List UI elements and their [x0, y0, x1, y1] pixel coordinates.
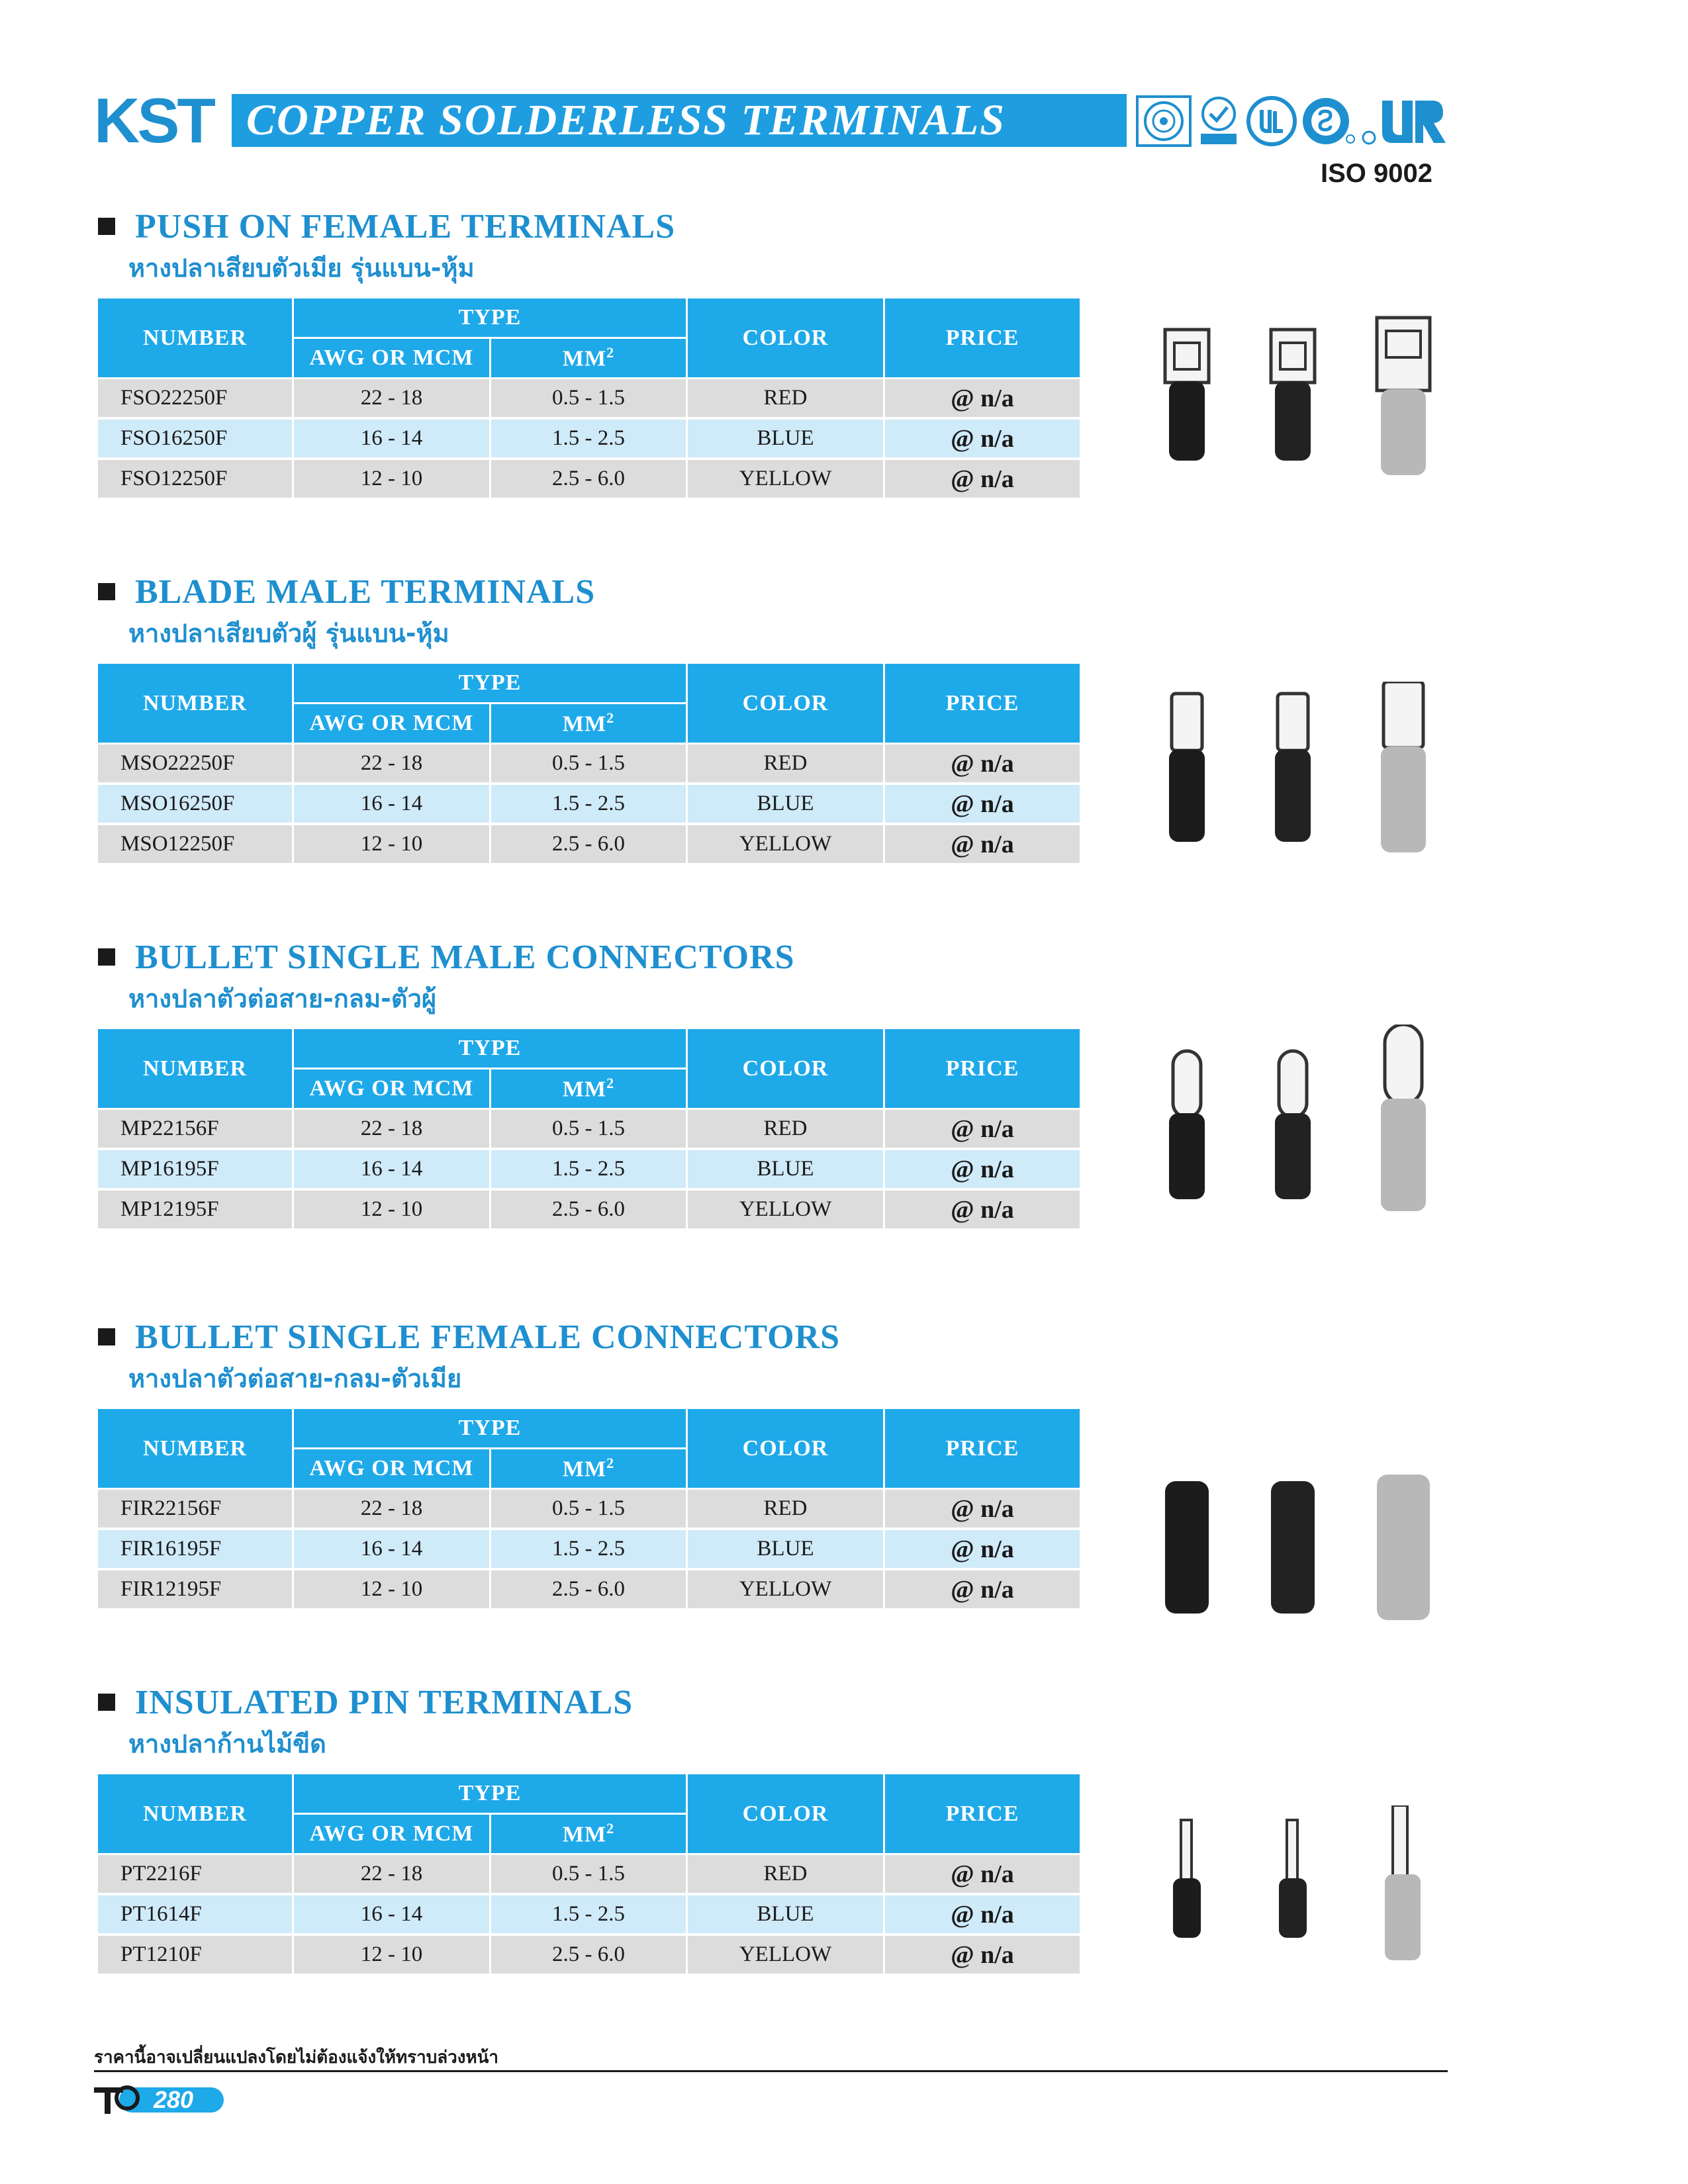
- header-color: COLOR: [687, 1774, 884, 1854]
- cell-color: RED: [687, 1854, 884, 1895]
- blade-terminal-icon: [1275, 694, 1311, 842]
- cell-price: @ n/a: [884, 418, 1081, 459]
- bullet-square-icon: [98, 948, 115, 966]
- bullet-square-icon: [98, 1328, 115, 1345]
- header-type: TYPE: [293, 663, 687, 704]
- header-color: COLOR: [687, 663, 884, 744]
- table-row: [97, 1109, 1081, 1150]
- cell-number: MP22156F: [97, 1109, 293, 1150]
- table-row: [97, 1189, 1081, 1230]
- cell-number: PT1210F: [97, 1934, 293, 1975]
- section-title: BLADE MALE TERMINALS: [135, 572, 596, 611]
- cell-mm2: 1.5 - 2.5: [491, 1894, 687, 1934]
- bullet-square-icon: [98, 583, 115, 600]
- cell-mm2: 0.5 - 1.5: [491, 379, 687, 419]
- section-title: INSULATED PIN TERMINALS: [135, 1683, 633, 1721]
- cell-number: MSO16250F: [97, 784, 293, 824]
- header-number: NUMBER: [97, 1408, 293, 1489]
- tp-logo-icon: [94, 2085, 140, 2120]
- cell-awg: 22 - 18: [293, 744, 491, 784]
- header-price: PRICE: [884, 663, 1081, 744]
- cell-number: MSO22250F: [97, 744, 293, 784]
- bullet-square-icon: [98, 218, 115, 235]
- cell-price: @ n/a: [884, 459, 1081, 499]
- bullet-female-icon: [1377, 1475, 1430, 1620]
- section-subtitle-thai: หางปลาก้านไม้ขีด: [128, 1729, 326, 1758]
- cell-awg: 16 - 14: [293, 1529, 491, 1569]
- cell-color: YELLOW: [687, 1569, 884, 1610]
- header-number: NUMBER: [97, 1774, 293, 1854]
- header-mm2: $MM^2$: [491, 1449, 687, 1489]
- header-awg: AWG OR MCM: [293, 1814, 491, 1854]
- section-title: BULLET SINGLE MALE CONNECTORS: [135, 938, 795, 976]
- header-type: TYPE: [293, 1028, 687, 1069]
- table-row: [97, 1529, 1081, 1569]
- cell-color: RED: [687, 1489, 884, 1529]
- footer-divider: [94, 2070, 1448, 2072]
- cell-awg: 12 - 10: [293, 1189, 491, 1230]
- cell-number: FIR16195F: [97, 1529, 293, 1569]
- table-row: [97, 824, 1081, 864]
- cell-color: BLUE: [687, 418, 884, 459]
- header-awg: AWG OR MCM: [293, 704, 491, 744]
- cell-color: YELLOW: [687, 1189, 884, 1230]
- header-price: PRICE: [884, 1028, 1081, 1109]
- cell-awg: 22 - 18: [293, 1109, 491, 1150]
- cell-price: @ n/a: [884, 1189, 1081, 1230]
- cell-price: @ n/a: [884, 1569, 1081, 1610]
- female-terminal-icon: [1271, 330, 1315, 461]
- cell-awg: 12 - 10: [293, 459, 491, 499]
- kst-logo: KST: [94, 85, 213, 156]
- section-subtitle-thai: หางปลาเสียบตัวเมีย รุ่นแบน-หุ้ม: [128, 253, 475, 283]
- product-photo: [1139, 1475, 1456, 1670]
- page-title: COPPER SOLDERLESS TERMINALS: [246, 96, 1006, 144]
- bullet-female-icon: [1165, 1481, 1209, 1614]
- pin-terminal-icon: [1385, 1805, 1421, 1960]
- cell-mm2: 0.5 - 1.5: [491, 744, 687, 784]
- pin-terminal-icon: [1279, 1820, 1307, 1938]
- ks-seal-icon: [1136, 95, 1192, 147]
- header-price: PRICE: [884, 298, 1081, 379]
- cell-awg: 16 - 14: [293, 1894, 491, 1934]
- cell-color: YELLOW: [687, 459, 884, 499]
- cell-price: @ n/a: [884, 1854, 1081, 1895]
- cell-awg: 16 - 14: [293, 1149, 491, 1189]
- section-subtitle-thai: หางปลาเสียบตัวผู้ รุ่นแบน-หุ้ม: [128, 619, 449, 648]
- cell-color: BLUE: [687, 1529, 884, 1569]
- cell-awg: 12 - 10: [293, 1934, 491, 1975]
- cell-color: RED: [687, 379, 884, 419]
- cell-color: BLUE: [687, 784, 884, 824]
- header-awg: AWG OR MCM: [293, 1449, 491, 1489]
- table-row: [97, 459, 1081, 499]
- cell-number: PT2216F: [97, 1854, 293, 1895]
- cell-number: MP16195F: [97, 1149, 293, 1189]
- cell-price: @ n/a: [884, 744, 1081, 784]
- bullet-female-icon: [1271, 1481, 1315, 1614]
- cell-price: @ n/a: [884, 1149, 1081, 1189]
- cell-price: @ n/a: [884, 1489, 1081, 1529]
- cell-color: BLUE: [687, 1149, 884, 1189]
- cell-awg: 16 - 14: [293, 418, 491, 459]
- page-number: 280: [154, 2086, 194, 2113]
- section-title: PUSH ON FEMALE TERMINALS: [135, 207, 676, 246]
- ur-recognized-icon: [1358, 95, 1448, 147]
- header-mm2: $MM^2$: [491, 1069, 687, 1109]
- header-price: PRICE: [884, 1408, 1081, 1489]
- blade-terminal-icon: [1381, 682, 1426, 852]
- cell-awg: 22 - 18: [293, 1489, 491, 1529]
- cell-number: FSO12250F: [97, 459, 293, 499]
- cell-awg: 22 - 18: [293, 379, 491, 419]
- cell-mm2: 2.5 - 6.0: [491, 1934, 687, 1975]
- cell-mm2: 0.5 - 1.5: [491, 1109, 687, 1150]
- cell-number: FSO22250F: [97, 379, 293, 419]
- header-type: TYPE: [293, 1774, 687, 1814]
- header-type: TYPE: [293, 298, 687, 338]
- cell-number: MP12195F: [97, 1189, 293, 1230]
- cell-mm2: 1.5 - 2.5: [491, 1529, 687, 1569]
- cell-price: @ n/a: [884, 379, 1081, 419]
- bullet-male-icon: [1275, 1051, 1311, 1199]
- cell-awg: 12 - 10: [293, 1569, 491, 1610]
- cell-mm2: 1.5 - 2.5: [491, 418, 687, 459]
- cell-color: RED: [687, 744, 884, 784]
- cell-mm2: 0.5 - 1.5: [491, 1854, 687, 1895]
- header-awg: AWG OR MCM: [293, 338, 491, 379]
- header-color: COLOR: [687, 298, 884, 379]
- spec-table: [96, 662, 1082, 866]
- table-row: [97, 418, 1081, 459]
- cell-price: @ n/a: [884, 824, 1081, 864]
- csa-icon: [1300, 95, 1356, 147]
- product-photo: [1139, 1805, 1456, 2001]
- bullet-male-icon: [1169, 1051, 1205, 1199]
- female-terminal-icon: [1377, 318, 1430, 475]
- header-number: NUMBER: [97, 298, 293, 379]
- cell-mm2: 2.5 - 6.0: [491, 1189, 687, 1230]
- cell-color: RED: [687, 1109, 884, 1150]
- ks-cert-icon: [1196, 95, 1242, 147]
- cell-color: YELLOW: [687, 1934, 884, 1975]
- table-row: [97, 1489, 1081, 1529]
- header-color: COLOR: [687, 1408, 884, 1489]
- table-row: [97, 1569, 1081, 1610]
- cell-number: MSO12250F: [97, 824, 293, 864]
- header-price: PRICE: [884, 1774, 1081, 1854]
- cell-price: @ n/a: [884, 784, 1081, 824]
- cell-price: @ n/a: [884, 1109, 1081, 1150]
- cell-mm2: 1.5 - 2.5: [491, 1149, 687, 1189]
- cell-number: PT1614F: [97, 1894, 293, 1934]
- price-disclaimer: ราคานี้อาจเปลี่ยนแปลงโดยไม่ต้องแจ้งให้ทราบล่วงหน้า: [94, 2048, 498, 2068]
- spec-table: [96, 1407, 1082, 1611]
- cell-number: FIR22156F: [97, 1489, 293, 1529]
- cell-awg: 12 - 10: [293, 824, 491, 864]
- header-mm2: $MM^2$: [491, 1814, 687, 1854]
- spec-table: [96, 1772, 1082, 1976]
- cell-color: BLUE: [687, 1894, 884, 1934]
- bullet-square-icon: [98, 1694, 115, 1711]
- cell-awg: 16 - 14: [293, 784, 491, 824]
- table-row: [97, 1149, 1081, 1189]
- cell-mm2: 2.5 - 6.0: [491, 459, 687, 499]
- section-subtitle-thai: หางปลาตัวต่อสาย-กลม-ตัวเมีย: [128, 1364, 462, 1393]
- cell-mm2: 1.5 - 2.5: [491, 784, 687, 824]
- pin-terminal-icon: [1173, 1820, 1201, 1938]
- product-photo: [1139, 682, 1456, 877]
- table-row: [97, 1934, 1081, 1975]
- blade-terminal-icon: [1169, 694, 1205, 842]
- section-title: BULLET SINGLE FEMALE CONNECTORS: [135, 1318, 841, 1356]
- cell-awg: 22 - 18: [293, 1854, 491, 1895]
- header-type: TYPE: [293, 1408, 687, 1449]
- product-photo: [1139, 311, 1456, 506]
- table-row: [97, 379, 1081, 419]
- product-photo: [1139, 1024, 1456, 1220]
- spec-table: [96, 1027, 1082, 1231]
- cell-mm2: 2.5 - 6.0: [491, 824, 687, 864]
- table-row: [97, 744, 1081, 784]
- cell-price: @ n/a: [884, 1894, 1081, 1934]
- header-number: NUMBER: [97, 1028, 293, 1109]
- table-row: [97, 784, 1081, 824]
- table-row: [97, 1854, 1081, 1895]
- cell-color: YELLOW: [687, 824, 884, 864]
- cell-price: @ n/a: [884, 1529, 1081, 1569]
- header-awg: AWG OR MCM: [293, 1069, 491, 1109]
- cell-price: @ n/a: [884, 1934, 1081, 1975]
- header-color: COLOR: [687, 1028, 884, 1109]
- header-mm2: $MM^2$: [491, 338, 687, 379]
- header-number: NUMBER: [97, 663, 293, 744]
- cell-mm2: 0.5 - 1.5: [491, 1489, 687, 1529]
- table-row: [97, 1894, 1081, 1934]
- spec-table: [96, 296, 1082, 500]
- bullet-male-icon: [1381, 1024, 1426, 1211]
- section-subtitle-thai: หางปลาตัวต่อสาย-กลม-ตัวผู้: [128, 984, 437, 1013]
- ul-listed-icon: [1246, 95, 1297, 147]
- header-mm2: $MM^2$: [491, 704, 687, 744]
- iso-label: ISO 9002: [1321, 159, 1433, 188]
- cell-number: FSO16250F: [97, 418, 293, 459]
- cell-number: FIR12195F: [97, 1569, 293, 1610]
- cell-mm2: 2.5 - 6.0: [491, 1569, 687, 1610]
- female-terminal-icon: [1165, 330, 1209, 461]
